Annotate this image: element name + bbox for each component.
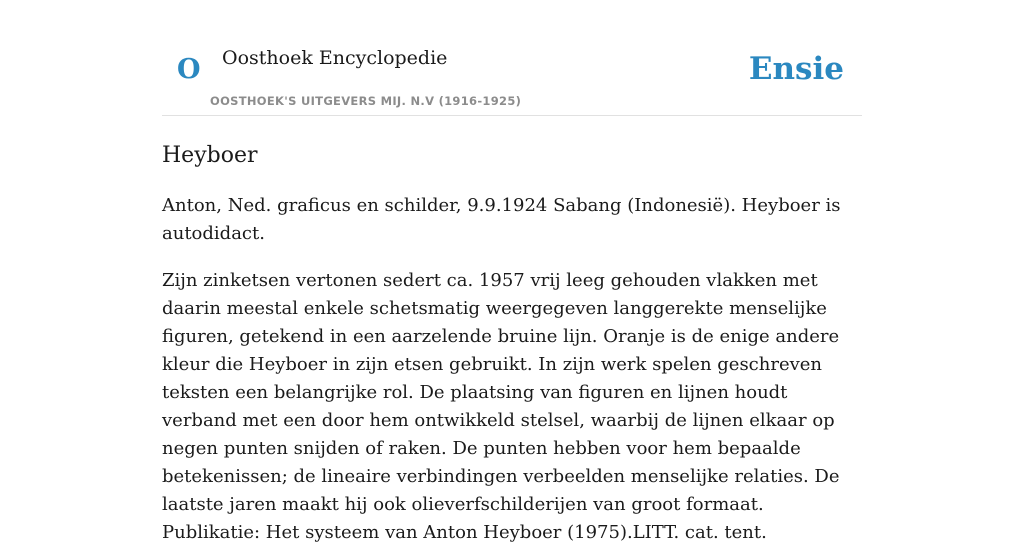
source-subtitle: OOSTHOEK'S UITGEVERS MIJ. N.V (1916-1925) — [210, 94, 522, 108]
page — [162, 0, 862, 547]
entry-paragraph: Anton, Ned. graficus en schilder, 9.9.1924 Sabang (Indonesië). Heyboer is autodidact. — [162, 195, 841, 244]
ensie-logo[interactable]: Ensie — [748, 51, 844, 87]
entry-title: Heyboer — [162, 143, 258, 168]
source-badge[interactable]: O — [177, 54, 201, 85]
entry-content — [162, 192, 862, 547]
header — [162, 0, 862, 116]
source-title[interactable]: Oosthoek Encyclopedie — [222, 47, 448, 69]
entry-paragraph: Zijn zinketsen vertonen sedert ca. 1957 vrij leeg gehouden vlakken met daarin meestal enkele schetsmatig weergegeven langgerekte menselijke figuren, getekend in een aarzelende bruine lijn. Oranje is de enige andere kleur die Heyboer in zijn etsen gebruikt. In zijn werk spelen geschreven teksten een belangrijke rol. De plaatsing van figuren en lijnen houdt verband met een door hem ontwikkeld stelsel, waarbij de lijnen elkaar op negen punten snijden of raken. De punten hebben voor hem bepaalde betekenissen; de lineaire verbindingen verbeelden menselijke relaties. De laatste jaren maakt hij ook olieverfschilderijen van groot formaat. Publikatie: Het systeem van Anton Heyboer (1975).LITT. cat. tent. — [162, 270, 840, 543]
